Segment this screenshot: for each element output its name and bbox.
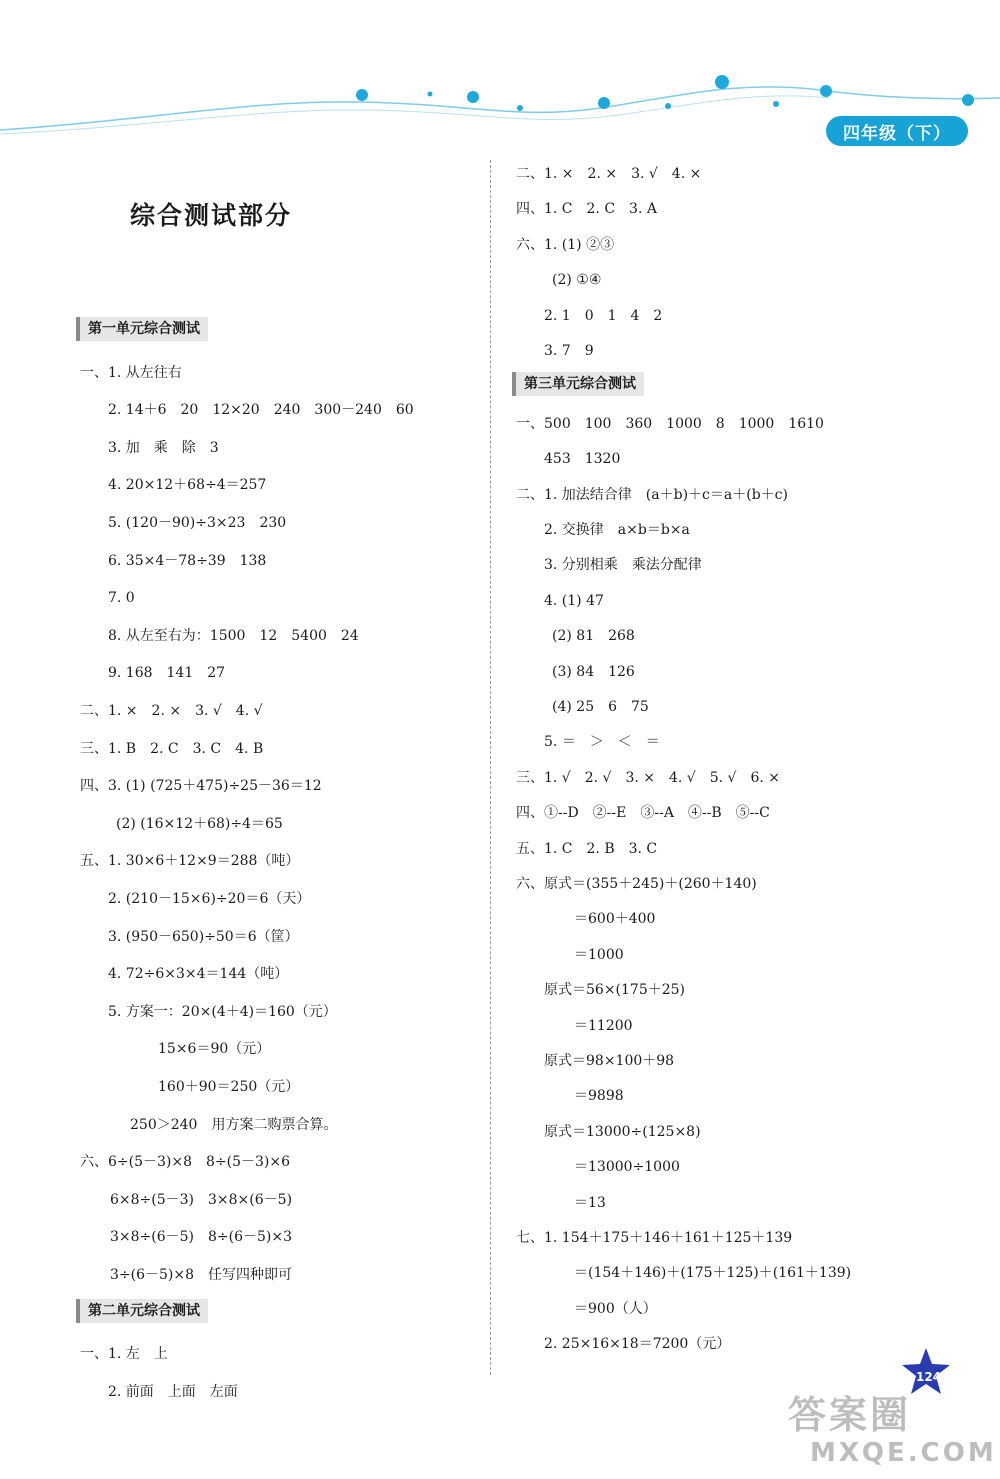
- watermark: [788, 1384, 998, 1474]
- answer-line: 2. 前面 上面 左面: [108, 1383, 238, 1400]
- answer-line: 2. 25×16×18＝7200（元）: [544, 1336, 731, 1353]
- answer-line: ＝(154＋146)＋(175＋125)＋(161＋139): [574, 1265, 852, 1282]
- answer-line: 4. 20×12＋68÷4＝257: [108, 477, 267, 494]
- answer-line: 15×6＝90（元）: [158, 1041, 271, 1058]
- grade-badge: 四年级（下）: [826, 116, 968, 146]
- answer-line: 一、500 100 360 1000 8 1000 1610: [516, 415, 824, 432]
- answer-line: 3÷(6－5)×8 任写四种即可: [110, 1267, 293, 1283]
- answer-line: 5. 方案一：20×(4＋4)＝160（元）: [108, 1003, 337, 1020]
- answer-line: 原式＝56×(175＋25): [544, 982, 686, 999]
- answer-line: (2) ①④: [552, 272, 602, 289]
- answer-line: 四、①--D ②--E ③--A ④--B ⑤--C: [516, 805, 770, 822]
- answer-line: 五、1. C 2. B 3. C: [516, 840, 658, 857]
- answer-line: 五、1. 30×6＋12×9＝288（吨）: [80, 853, 300, 870]
- section-heading: 第三单元综合测试: [512, 372, 644, 396]
- answer-line: 2. 14＋6 20 12×20 240 300－240 60: [108, 402, 414, 419]
- answer-line: 二、1. × 2. × 3. √ 4. ×: [516, 166, 702, 182]
- answer-line: ＝1000: [574, 946, 624, 963]
- watermark-main: 答案圈: [788, 1393, 912, 1437]
- answer-line: (2) 81 268: [552, 628, 635, 645]
- answer-line: (2) (16×12＋68)÷4＝65: [116, 815, 283, 832]
- answer-line: 250＞240 用方案二购票合算。: [130, 1116, 338, 1133]
- answer-line: 三、1. B 2. C 3. C 4. B: [80, 740, 264, 757]
- answer-line: ＝13: [574, 1194, 606, 1211]
- answer-line: 8. 从左至右为：1500 12 5400 24: [108, 627, 359, 644]
- answer-line: 3. 分别相乘 乘法分配律: [544, 557, 702, 574]
- answer-line: ＝13000÷1000: [574, 1159, 680, 1176]
- answer-line: 7. 0: [108, 590, 135, 607]
- answer-line: 原式＝13000÷(125×8): [544, 1123, 701, 1140]
- answer-line: 160＋90＝250（元）: [158, 1079, 300, 1095]
- answer-line: (4) 25 6 75: [552, 699, 649, 715]
- answer-line: 六、1. (1) ②③: [516, 236, 615, 253]
- answer-line: 七、1. 154＋175＋146＋161＋125＋139: [516, 1230, 793, 1246]
- answer-line: 二、1. 加法结合律 (a＋b)＋c＝a＋(b＋c): [516, 486, 788, 503]
- answer-line: 9. 168 141 27: [108, 665, 226, 682]
- page-title: 综合测试部分: [130, 201, 293, 230]
- answer-line: 3. (950－650)÷50＝6（筐）: [108, 928, 299, 945]
- answer-line: 6. 35×4－78÷39 138: [108, 552, 267, 569]
- answer-line: ＝9898: [574, 1088, 624, 1105]
- answer-line: ＝600＋400: [574, 911, 656, 928]
- answer-line: 6×8÷(5－3) 3×8×(6－5): [110, 1191, 293, 1208]
- answer-line: 5. ＝ ＞ ＜ ＝: [544, 734, 660, 751]
- answer-line: 三、1. √ 2. √ 3. × 4. √ 5. √ 6. ×: [516, 769, 780, 786]
- answer-line: 二、1. × 2. × 3. √ 4. √: [80, 703, 263, 719]
- answer-line: 4. (1) 47: [544, 592, 604, 609]
- answer-line: 3. 7 9: [544, 343, 594, 359]
- answer-line: 原式＝98×100＋98: [544, 1053, 675, 1069]
- answer-line: 2. (210－15×6)÷20＝6（天）: [108, 891, 311, 907]
- answer-line: 453 1320: [544, 451, 621, 468]
- answer-line: (3) 84 126: [552, 663, 635, 680]
- page-number: 124: [916, 1370, 942, 1384]
- answer-line: 六、原式＝(355＋245)＋(260＋140): [516, 876, 757, 892]
- answer-line: 5. (120－90)÷3×23 230: [108, 515, 287, 531]
- column-divider: [490, 160, 491, 1375]
- section-heading: 第一单元综合测试: [76, 317, 208, 341]
- answer-line: ＝900（人）: [574, 1300, 657, 1317]
- answer-line: 一、1. 左 上: [80, 1346, 168, 1363]
- section-heading: 第二单元综合测试: [76, 1299, 208, 1323]
- answer-line: 四、1. C 2. C 3. A: [516, 201, 657, 218]
- answer-line: 四、3. (1) (725＋475)÷25－36＝12: [80, 778, 322, 795]
- answer-line: 3×8÷(6－5) 8÷(6－5)×3: [110, 1229, 293, 1246]
- answer-line: 一、1. 从左往右: [80, 364, 182, 381]
- answer-line: 3. 加 乘 除 3: [108, 439, 219, 456]
- answer-line: 六、6÷(5－3)×8 8÷(5－3)×6: [80, 1154, 291, 1171]
- answer-line: 4. 72÷6×3×4＝144（吨）: [108, 966, 289, 983]
- answer-line: 2. 交换律 a×b＝b×a: [544, 522, 690, 538]
- watermark-site: MXQE.COM: [810, 1438, 997, 1468]
- answer-line: 2. 1 0 1 4 2: [544, 307, 663, 324]
- answer-line: ＝11200: [574, 1017, 633, 1034]
